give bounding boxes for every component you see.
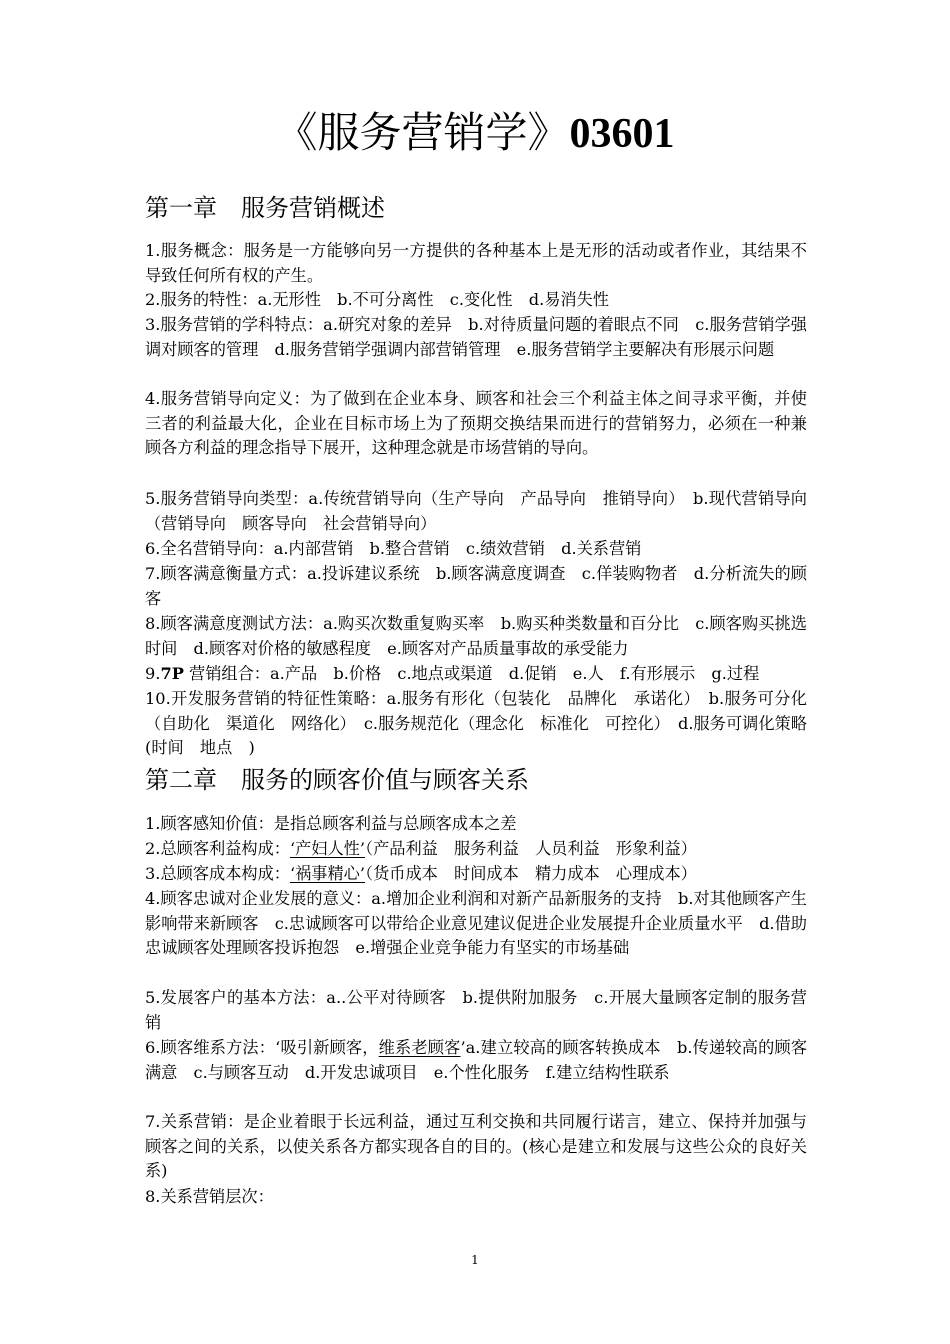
item-3-detail: （货币成本 时间成本 精力成本 心理成本） xyxy=(365,864,697,883)
chapter-1-heading: 第一章 服务营销概述 xyxy=(145,194,385,222)
ch1-item-1: 1.服务概念：服务是一方能够向另一方提供的各种基本上是无形的活动或者作业，其结果不导致任何所有权的产生。 xyxy=(145,241,807,285)
ch1-item-7: 7.顾客满意衡量方式：a.投诉建议系统 b.顾客满意度调查 c.佯装购物者 d.分析流失的顾客 xyxy=(145,564,807,608)
ch1-item-5: 5.服务营销导向类型：a.传统营销导向（生产导向 产品导向 推销导向） b.现代营销导向（营销导向 顾客导向 社会营销导向） xyxy=(145,489,807,533)
document-title xyxy=(0,106,950,161)
course-code: 03601 xyxy=(569,111,675,157)
item-6-underlined: 维系老顾客 xyxy=(378,1038,461,1057)
ch1-item-9 xyxy=(145,662,807,687)
ch2-item-6 xyxy=(145,1036,807,1085)
ch2-item-2 xyxy=(145,837,807,862)
ch2-item-5: 5.发展客户的基本方法：a..公平对待顾客 b.提供附加服务 c.开展大量顾客定制的服务营销 xyxy=(145,988,807,1032)
item-9-7p: 7P xyxy=(160,664,184,683)
item-6-detail: ’a.建立较高的顾客转换成本 b.传递较高的顾客满意 c.与顾客互动 d.开发忠诚项目 e.个性化服务 f.建立结构性联系 xyxy=(145,1038,808,1082)
ch1-item-3: 3.服务营销的学科特点：a.研究对象的差异 b.对待质量问题的着眼点不同 c.服务营销学强调对顾客的管理 d.服务营销学强调内部营销管理 e.服务营销学主要解决有形展示问题 xyxy=(145,315,807,359)
item-3-label: 3.总顾客成本构成： xyxy=(145,864,290,883)
chapter-2-heading: 第二章 服务的顾客价值与顾客关系 xyxy=(145,766,529,794)
item-2-mnemonic: ‘产妇人性’ xyxy=(289,839,365,858)
ch2-item-1: 1.顾客感知价值：是指总顾客利益与总顾客成本之差 xyxy=(145,814,517,833)
ch2-item-4: 4.顾客忠诚对企业发展的意义：a.增加企业利润和对新产品新服务的支持 b.对其他顾客产生影响带来新顾客 c.忠诚顾客可以带给企业意见建议促进企业发展提升企业质量水平 d.借助忠诚顾客处理顾客投诉抱怨 e.增强企业竞争能力有坚实的市场基础 xyxy=(145,889,807,958)
title-text: 《服务营销学》 xyxy=(275,108,570,157)
item-9-number: 9. xyxy=(145,664,161,683)
item-3-mnemonic: ‘祸事精心’ xyxy=(289,864,365,883)
ch1-item-4: 4.服务营销导向定义：为了做到在企业本身、顾客和社会三个利益主体之间寻求平衡，并使三者的利益最大化，企业在目标市场上为了预期交换结果而进行的营销努力，必须在一种兼顾各方利益的理念指导下展开，这种理念就是市场营销的导向。 xyxy=(145,389,807,458)
item-6-label: 6.顾客维系方法：‘吸引新顾客， xyxy=(145,1038,379,1057)
ch1-item-10: 10.开发服务营销的特征性策略：a.服务有形化（包装化 品牌化 承诺化） b.服务可分化（自助化 渠道化 网络化） c.服务规范化（理念化 标准化 可控化） d.服务可调化策略(时间 地点 ) xyxy=(145,689,807,758)
ch2-item-8: 8.关系营销层次： xyxy=(145,1187,274,1206)
ch2-item-7: 7.关系营销：是企业着眼于长远利益，通过互利交换和共同履行诺言，建立、保持并加强与顾客之间的关系，以使关系各方都实现各自的目的。(核心是建立和发展与这些公众的良好关系) xyxy=(145,1112,807,1181)
item-2-detail: （产品利益 服务利益 人员利益 形象利益） xyxy=(365,839,697,858)
item-2-label: 2.总顾客利益构成： xyxy=(145,839,290,858)
ch1-item-6: 6.全名营销导向：a.内部营销 b.整合营销 c.绩效营销 d.关系营销 xyxy=(145,539,642,558)
ch2-item-3 xyxy=(145,862,807,887)
item-9-text: 营销组合：a.产品 b.价格 c.地点或渠道 d.促销 e.人 f.有形展示 g.过程 xyxy=(183,664,760,683)
page-number: 1 xyxy=(471,1253,479,1267)
ch1-item-8: 8.顾客满意度测试方法：a.购买次数重复购买率 b.购买种类数量和百分比 c.顾客购买挑选时间 d.顾客对价格的敏感程度 e.顾客对产品质量事故的承受能力 xyxy=(145,614,807,658)
ch1-item-2: 2.服务的特性：a.无形性 b.不可分离性 c.变化性 d.易消失性 xyxy=(145,290,609,309)
